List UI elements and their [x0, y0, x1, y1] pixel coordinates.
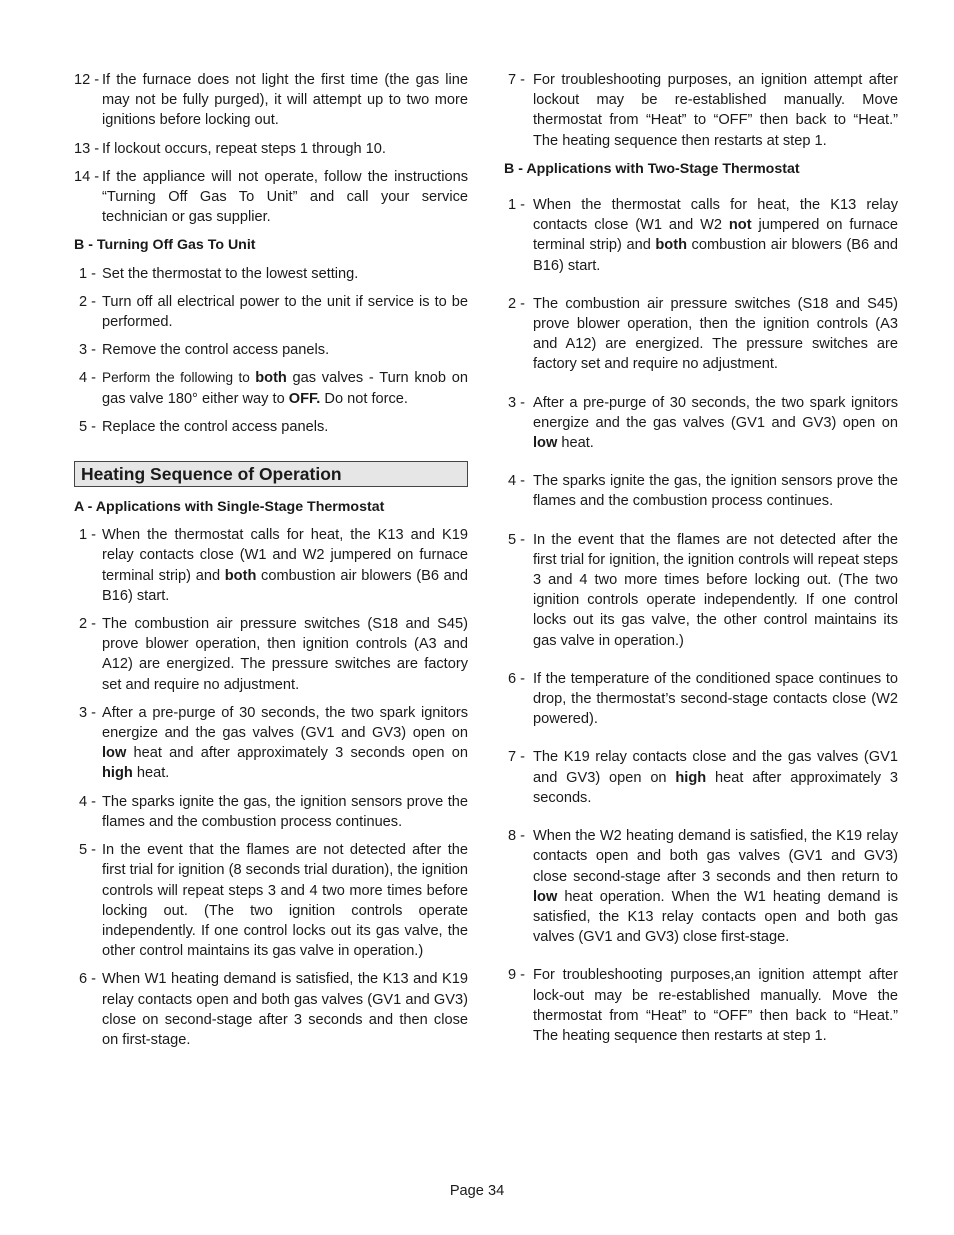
- list-item: 3 - After a pre-purge of 30 seconds, the two spark ignitors energize and the gas valves (GV1 and GV3) open on low heat and after approximately 3 seconds open on high heat.: [79, 704, 468, 782]
- list-item: 4 - Perform the following to both gas valves - Turn knob on gas valve 180° either way to OFF. Do not force.: [79, 370, 468, 407]
- list-item: 12 - If the furnace does not light the first time (the gas line may not be fully purged), it will attempt up to two more ignitions before locking out.: [74, 72, 468, 129]
- list-item: 13 - If lockout occurs, repeat steps 1 through 10.: [74, 140, 386, 157]
- list-item: 3 - After a pre-purge of 30 seconds, the two spark ignitors energize and the gas valves (GV1 and GV3) open on low heat.: [508, 394, 898, 452]
- page-number: Page 34: [449, 1183, 505, 1199]
- list-item: 2 - The combustion air pressure switches (S18 and S45) prove blower operation, then the ignition controls (A3 and A12) are energized. The pressure switches are factory set and require no adjustment.: [508, 295, 898, 373]
- list-item: 1 - Set the thermostat to the lowest setting.: [79, 265, 359, 282]
- list-item: 7 - The K19 relay contacts close and the gas valves (GV1 and GV3) open on high heat after approximately 3 seconds.: [508, 749, 898, 806]
- list-item: 6 - If the temperature of the conditioned space continues to drop, the thermostat’s second-stage contacts close (W2 powered).: [508, 670, 898, 728]
- section-title: Heating Sequence of Operation: [74, 461, 468, 487]
- list-item: 8 - When the W2 heating demand is satisfied, the K19 relay contacts open and both gas valves (GV1 and GV3) close second-stage after 3 seconds and then return to low heat operation. When the W1 heating demand is satisfied, the K13 relay contacts open and both gas valves (GV1 and GV3) close first-stage.: [508, 828, 898, 946]
- list-item: 1 - When the thermostat calls for heat, the K13 relay contacts close (W1 and W2 not jumpered on furnace terminal strip) and both combustion air blowers (B6 and B16) start.: [508, 197, 898, 274]
- list-item: 5 - Replace the control access panels.: [79, 418, 329, 435]
- subheading-turning-off-gas: B - Turning Off Gas To Unit: [74, 237, 256, 254]
- list-item: 2 - Turn off all electrical power to the unit if service is to be performed.: [79, 293, 468, 331]
- list-item: 5 - In the event that the flames are not detected after the first trial for ignition, the ignition controls will repeat steps 3 and 4 two more times before locking out. (The two ignition controls operate independently. If one control locks out its gas valve, the other control maintains its gas valve in operation.): [508, 531, 899, 649]
- subheading-single-stage: A - Applications with Single-Stage Thermostat: [74, 499, 385, 516]
- list-item: 6 - When W1 heating demand is satisfied, the K13 and K19 relay contacts open and both gas valves (GV1 and GV3) close on second-stage after 3 seconds and then close on first-stage.: [79, 971, 468, 1048]
- list-item: 9 - For troubleshooting purposes,an ignition attempt after lock-out may be re-established manually. Move the thermostat from “Heat” to “OFF” then back to “Heat.” The heating sequence then restarts at step 1.: [508, 967, 898, 1044]
- list-item: 14 - If the appliance will not operate, follow the instructions “Turning Off Gas To Unit” and call your service technician or gas supplier.: [74, 168, 468, 226]
- list-item: 1 - When the thermostat calls for heat, the K13 and K19 relay contacts close (W1 and W2 jumpered on furnace terminal strip) and both combustion air blowers (B6 and B16) start.: [79, 527, 468, 604]
- list-item: 3 - Remove the control access panels.: [79, 342, 330, 359]
- list-item: 2 - The combustion air pressure switches (S18 and S45) prove blower operation, then ignition controls (A3 and A12) are energized. The pressure switches are factory set and require no adjustment.: [79, 616, 468, 693]
- list-item: 5 - In the event that the flames are not detected after the first trial for ignition (8 seconds trial duration), the ignition controls will repeat steps 3 and 4 two more times before locking out. (The two ignition controls operate independently. If one control locks out its gas valve, the other control maintains its gas valve in operation.): [79, 842, 468, 960]
- list-item: 4 - The sparks ignite the gas, the ignition sensors prove the flames and the combustion process continues.: [79, 793, 468, 830]
- list-item: 7 - For troubleshooting purposes, an ignition attempt after lockout may be re-established manually. Move thermostat from “Heat” to “OFF” then back to “Heat.” The heating sequence then restarts at step 1.: [508, 72, 898, 149]
- subheading-two-stage: B - Applications with Two-Stage Thermostat: [504, 160, 800, 177]
- list-item: 4 - The sparks ignite the gas, the ignition sensors prove the flames and the combustion process continues.: [508, 473, 898, 510]
- right-column: [504, 70, 898, 1054]
- left-column: [74, 70, 468, 1058]
